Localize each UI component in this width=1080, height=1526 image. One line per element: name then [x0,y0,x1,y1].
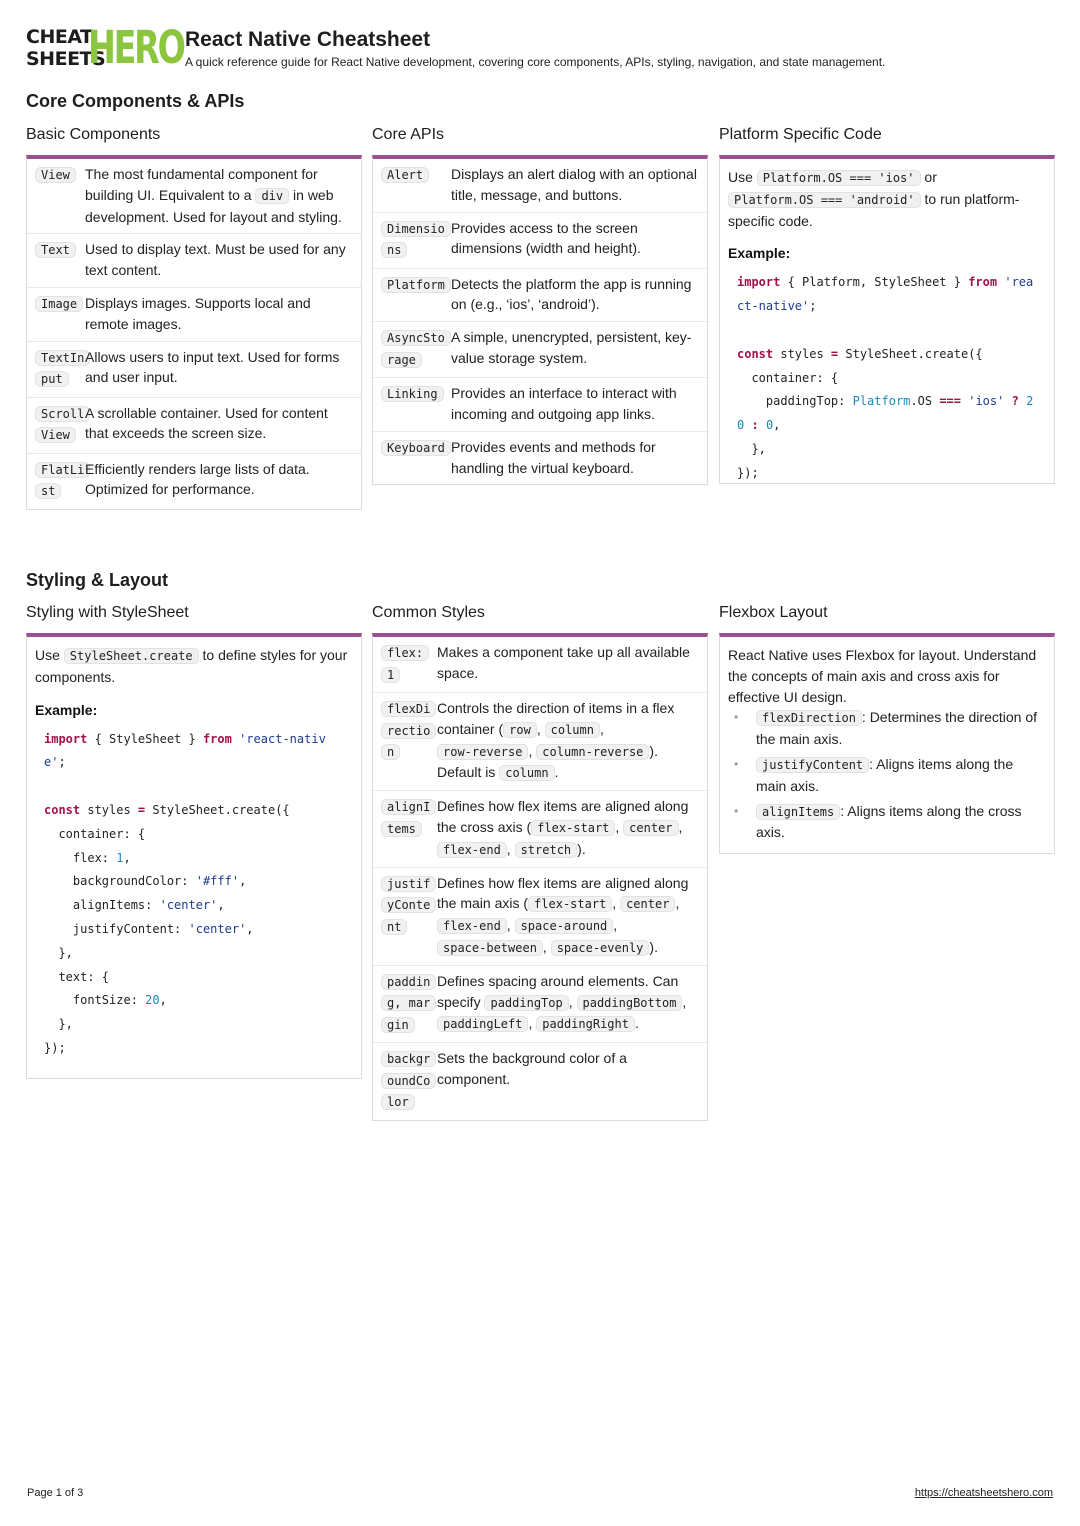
logo-text-hero: HERO [88,21,184,74]
example-label: Example: [35,701,98,718]
card-title-common-styles: Common Styles [372,604,485,621]
style-key: padding, margin [381,974,436,1033]
table-row [27,398,361,454]
table-row [373,966,707,1044]
inline-code: Platform.OS === 'ios' [757,170,921,186]
api-desc: Provides events and methods for handling the virtual keyboard. [451,438,656,476]
table-row [373,269,707,323]
page-subtitle: A quick reference guide for React Native development, covering core components, APIs, styling, navigation, and state management. [185,55,886,69]
table-row [373,868,707,966]
logo-text-cheat: CHEAT [26,26,93,48]
flexbox-card [719,633,1055,854]
style-key: flex: 1 [381,645,429,683]
inline-code: div [255,188,289,204]
api-key: AsyncStorage [381,330,451,368]
inline-code: flexDirection [756,710,862,726]
card-title-core-apis: Core APIs [372,126,445,143]
inline-code: paddingLeft [437,1016,528,1032]
style-desc: Controls the direction of items in a flex container ( row , column , row-reverse , column-reverse ). Default is column . [437,700,675,781]
inline-code: flex-start [531,820,615,836]
inline-code: row [503,722,537,738]
table-row [373,213,707,269]
flexbox-list [720,707,1054,853]
inline-code: Platform.OS === 'android' [728,192,921,208]
card-title-flexbox: Flexbox Layout [719,604,828,621]
table-row [373,1043,707,1120]
site-link[interactable]: https://cheatsheetshero.com [914,1487,1053,1499]
inline-code: stretch [515,842,578,858]
inline-code: center [620,896,675,912]
core-apis-card [372,155,708,485]
api-key: Dimensions [381,221,451,259]
component-key: Image [35,296,83,312]
inline-code: space-evenly [551,940,650,956]
section-title-core: Core Components & APIs [26,91,245,111]
component-desc: The most fundamental component for building UI. Equivalent to a div in web development. Used for layout and styling. [85,166,342,225]
inline-code: flex-end [437,918,507,934]
component-key: View [35,167,76,183]
table-row [27,159,361,234]
api-desc: Detects the platform the app is running on (e.g., ‘ios’, ‘android’). [451,275,692,313]
table-row [373,378,707,432]
inline-code: StyleSheet.create [64,648,199,664]
api-desc: Provides an interface to interact with incoming and outgoing app links. [451,385,677,422]
inline-code: row-reverse [437,744,528,760]
list-item: • flexDirection : Determines the direction of the main axis. [728,707,1046,750]
site-logo[interactable] [26,21,184,74]
api-key: Keyboard [381,440,451,456]
api-desc: A simple, unencrypted, persistent, key-value storage system. [451,329,692,366]
flexbox-intro: React Native uses Flexbox for layout. Understand the concepts of main axis and cross axis for effective UI design. [728,647,1037,705]
inline-code: space-between [437,940,543,956]
inline-code: flex-start [528,896,612,912]
table-row [373,791,707,867]
api-desc: Provides access to the screen dimensions (width and height). [451,219,641,257]
component-desc: Efficiently renders large lists of data. Optimized for performance. [85,460,310,498]
component-key: FlatList [35,462,90,500]
table-row [27,234,361,288]
card-title-basic-components: Basic Components [26,126,161,143]
inline-code: space-around [515,918,614,934]
stylesheet-card [26,633,362,1079]
code-block-platform: import { Platform, StyleSheet } from 'react-native'; const styles = StyleSheet.create({ container: { paddingTop: Platform.OS === 'ios' ? 20 : 0, }, }); [737,275,1034,480]
style-desc: Defines spacing around elements. Can specify paddingTop , paddingBottom , paddingLeft , paddingRight . [437,972,687,1032]
table-row [373,322,707,378]
inline-code: center [623,820,678,836]
style-key: backgroundColor [381,1051,436,1110]
code-block-stylesheet: import { StyleSheet } from 'react-native'; const styles = StyleSheet.create({ container: { flex: 1, backgroundColor: '#fff', alignItems: 'center', justifyContent: 'center', }, text: { fontSize: 20, }, }); [44,731,326,1055]
platform-intro: Use Platform.OS === 'ios' or Platform.OS === 'android' to run platform-specific code. [728,169,1020,229]
style-key: alignItems [381,799,436,837]
table-row [373,432,707,485]
component-key: ScrollView [35,406,90,444]
page-title: React Native Cheatsheet [185,28,431,51]
component-key: Text [35,242,76,258]
stylesheet-intro: Use StyleSheet.create to define styles for your components. [35,647,348,685]
inline-code: paddingTop [484,995,568,1011]
component-desc: Allows users to input text. Used for forms and user input. [85,348,340,386]
section-title-styling: Styling & Layout [26,570,169,590]
inline-code: column [499,765,554,781]
table-row [27,342,361,398]
table-row [373,159,707,213]
platform-code-card [719,155,1055,484]
component-desc: A scrollable container. Used for content that exceeds the screen size. [85,404,328,442]
common-styles-card [372,633,708,1121]
table-row [373,693,707,791]
style-desc: Sets the background color of a component. [437,1050,627,1088]
inline-code: paddingBottom [577,995,683,1011]
table-row [27,288,361,342]
style-key: justifyContent [381,876,436,935]
table-row [27,454,361,509]
api-key: Alert [381,167,429,183]
api-key: Linking [381,386,444,402]
card-title-platform-code: Platform Specific Code [719,126,882,143]
style-desc: Defines how flex items are aligned along the main axis ( flex-start , center , flex-end , space-around , space-between , space-evenly ). [437,874,689,955]
component-key: TextInput [35,350,90,388]
table-row [373,637,707,693]
example-label: Example: [728,245,791,262]
inline-code: alignItems [756,804,840,820]
inline-code: column-reverse [536,744,649,760]
list-item: • justifyContent : Aligns items along the main axis. [728,754,1046,797]
api-key: Platform [381,277,451,293]
basic-components-card [26,155,362,510]
style-desc: Defines how flex items are aligned along the cross axis ( flex-start , center , flex-end , stretch ). [437,798,689,857]
component-desc: Displays images. Supports local and remote images. [85,294,311,332]
component-desc: Used to display text. Must be used for any text content. [85,241,346,279]
inline-code: paddingRight [536,1016,635,1032]
logo-text-sheets: SHEETS [26,48,106,70]
card-title-stylesheet: Styling with StyleSheet [26,604,189,621]
api-desc: Displays an alert dialog with an optional title, message, and buttons. [451,166,697,203]
page-number: Page 1 of 3 [27,1487,84,1499]
inline-code: flex-end [437,842,507,858]
inline-code: column [545,722,600,738]
inline-code: justifyContent [756,757,869,773]
style-key: flexDirection [381,701,436,760]
style-desc: Makes a component take up all available space. [437,644,690,681]
list-item: • alignItems : Aligns items along the cross axis. [728,801,1046,844]
